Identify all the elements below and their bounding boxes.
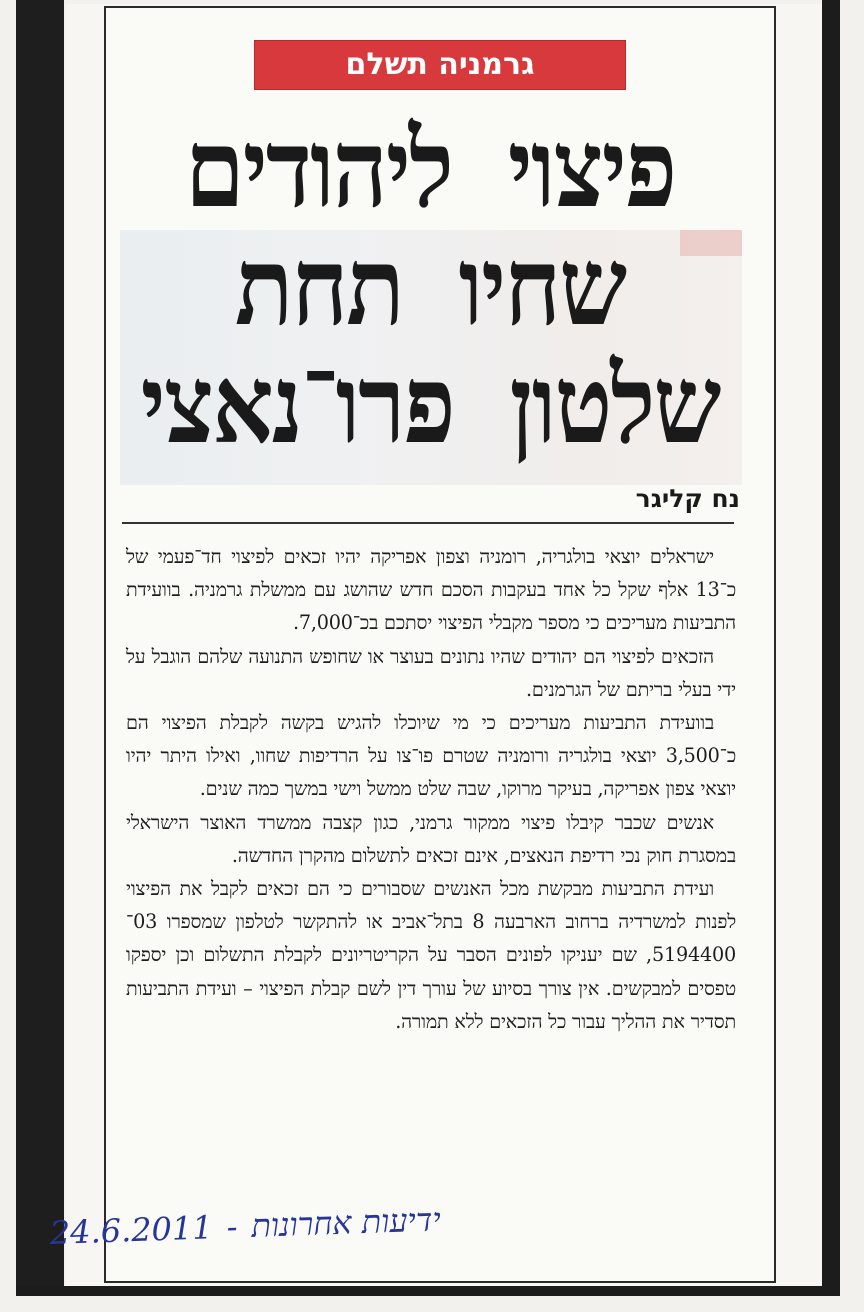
handwritten-separator: - [225,1207,239,1246]
scan-edge-bottom [16,1286,840,1296]
article-kicker: גרמניה תשלם [254,40,626,90]
article-body [126,540,736,1038]
article-byline: נח קליגר [635,484,740,513]
article-paragraph: אנשים שכבר קיבלו פיצוי ממקור גרמני, כגון קצבה ממשרד האוצר הישראלי במסגרת חוק נכי רדיפת הנאצים, אינם זכאים לתשלום מהקרן החדשה. [126,810,736,867]
article-paragraph: הזכאים לפיצוי הם יהודים שהיו נתונים בעוצר או שחופש התנועה שלהם הוגבל על ידי בעלי בריתם של הגרמנים. [126,644,736,701]
byline-rule [122,522,734,524]
handwritten-source: ידיעות אחרונות [250,1200,442,1245]
headline-line: שחיו תחת [234,224,626,350]
headline-line: פיצוי ליהודים [184,106,676,232]
handwritten-date: 24.6.2011 [49,1208,214,1252]
article-headline [120,106,740,468]
scan-edge-left [16,0,64,1295]
scan-edge-right [822,0,840,1295]
article-paragraph: ישראלים יוצאי בולגריה, רומניה וצפון אפריקה יהיו זכאים לפיצוי חד־פעמי של כ־13 אלף שקל כל אחד בעקבות הסכם חדש שהושג עם ממשלת גרמניה. בוועידת התביעות מעריכים כי מספר מקבלי הפיצוי יסתכם בכ־7,000. [126,545,736,635]
article-paragraph: בוועידת התביעות מעריכים כי מי שיוכלו להגיש בקשה לקבלת הפיצוי הם כ־3,500 יוצאי בולגריה ורומניה שטרם פו־צו על הרדיפות שחוו, ואילו היתר יהיו יוצאי צפון אפריקה, בעיקר מרוקו, שבה שלט ממשל וישי במשך כמה שנים. [126,711,736,801]
article-paragraph: ועידת התביעות מבקשת מכל האנשים שסבורים כי הם זכאים לקבל את הפיצוי לפנות למשרדיה ברחוב הארבעה 8 בתל־אביב או להתקשר לטלפון שמספרו 03־5194400, שם יעניקו לפונים הסבר על הקריטריונים לקבלת התשלום וכן יספקו טפסים למבקשים. אין צורך בסיוע של עורך דין לשם קבלת הפיצוי – ועידת התביעות תסדיר את ההליך עבור כל הזכאים ללא תמורה. [126,877,736,1033]
headline-line: שלטון פרו־נאצי [140,342,720,468]
